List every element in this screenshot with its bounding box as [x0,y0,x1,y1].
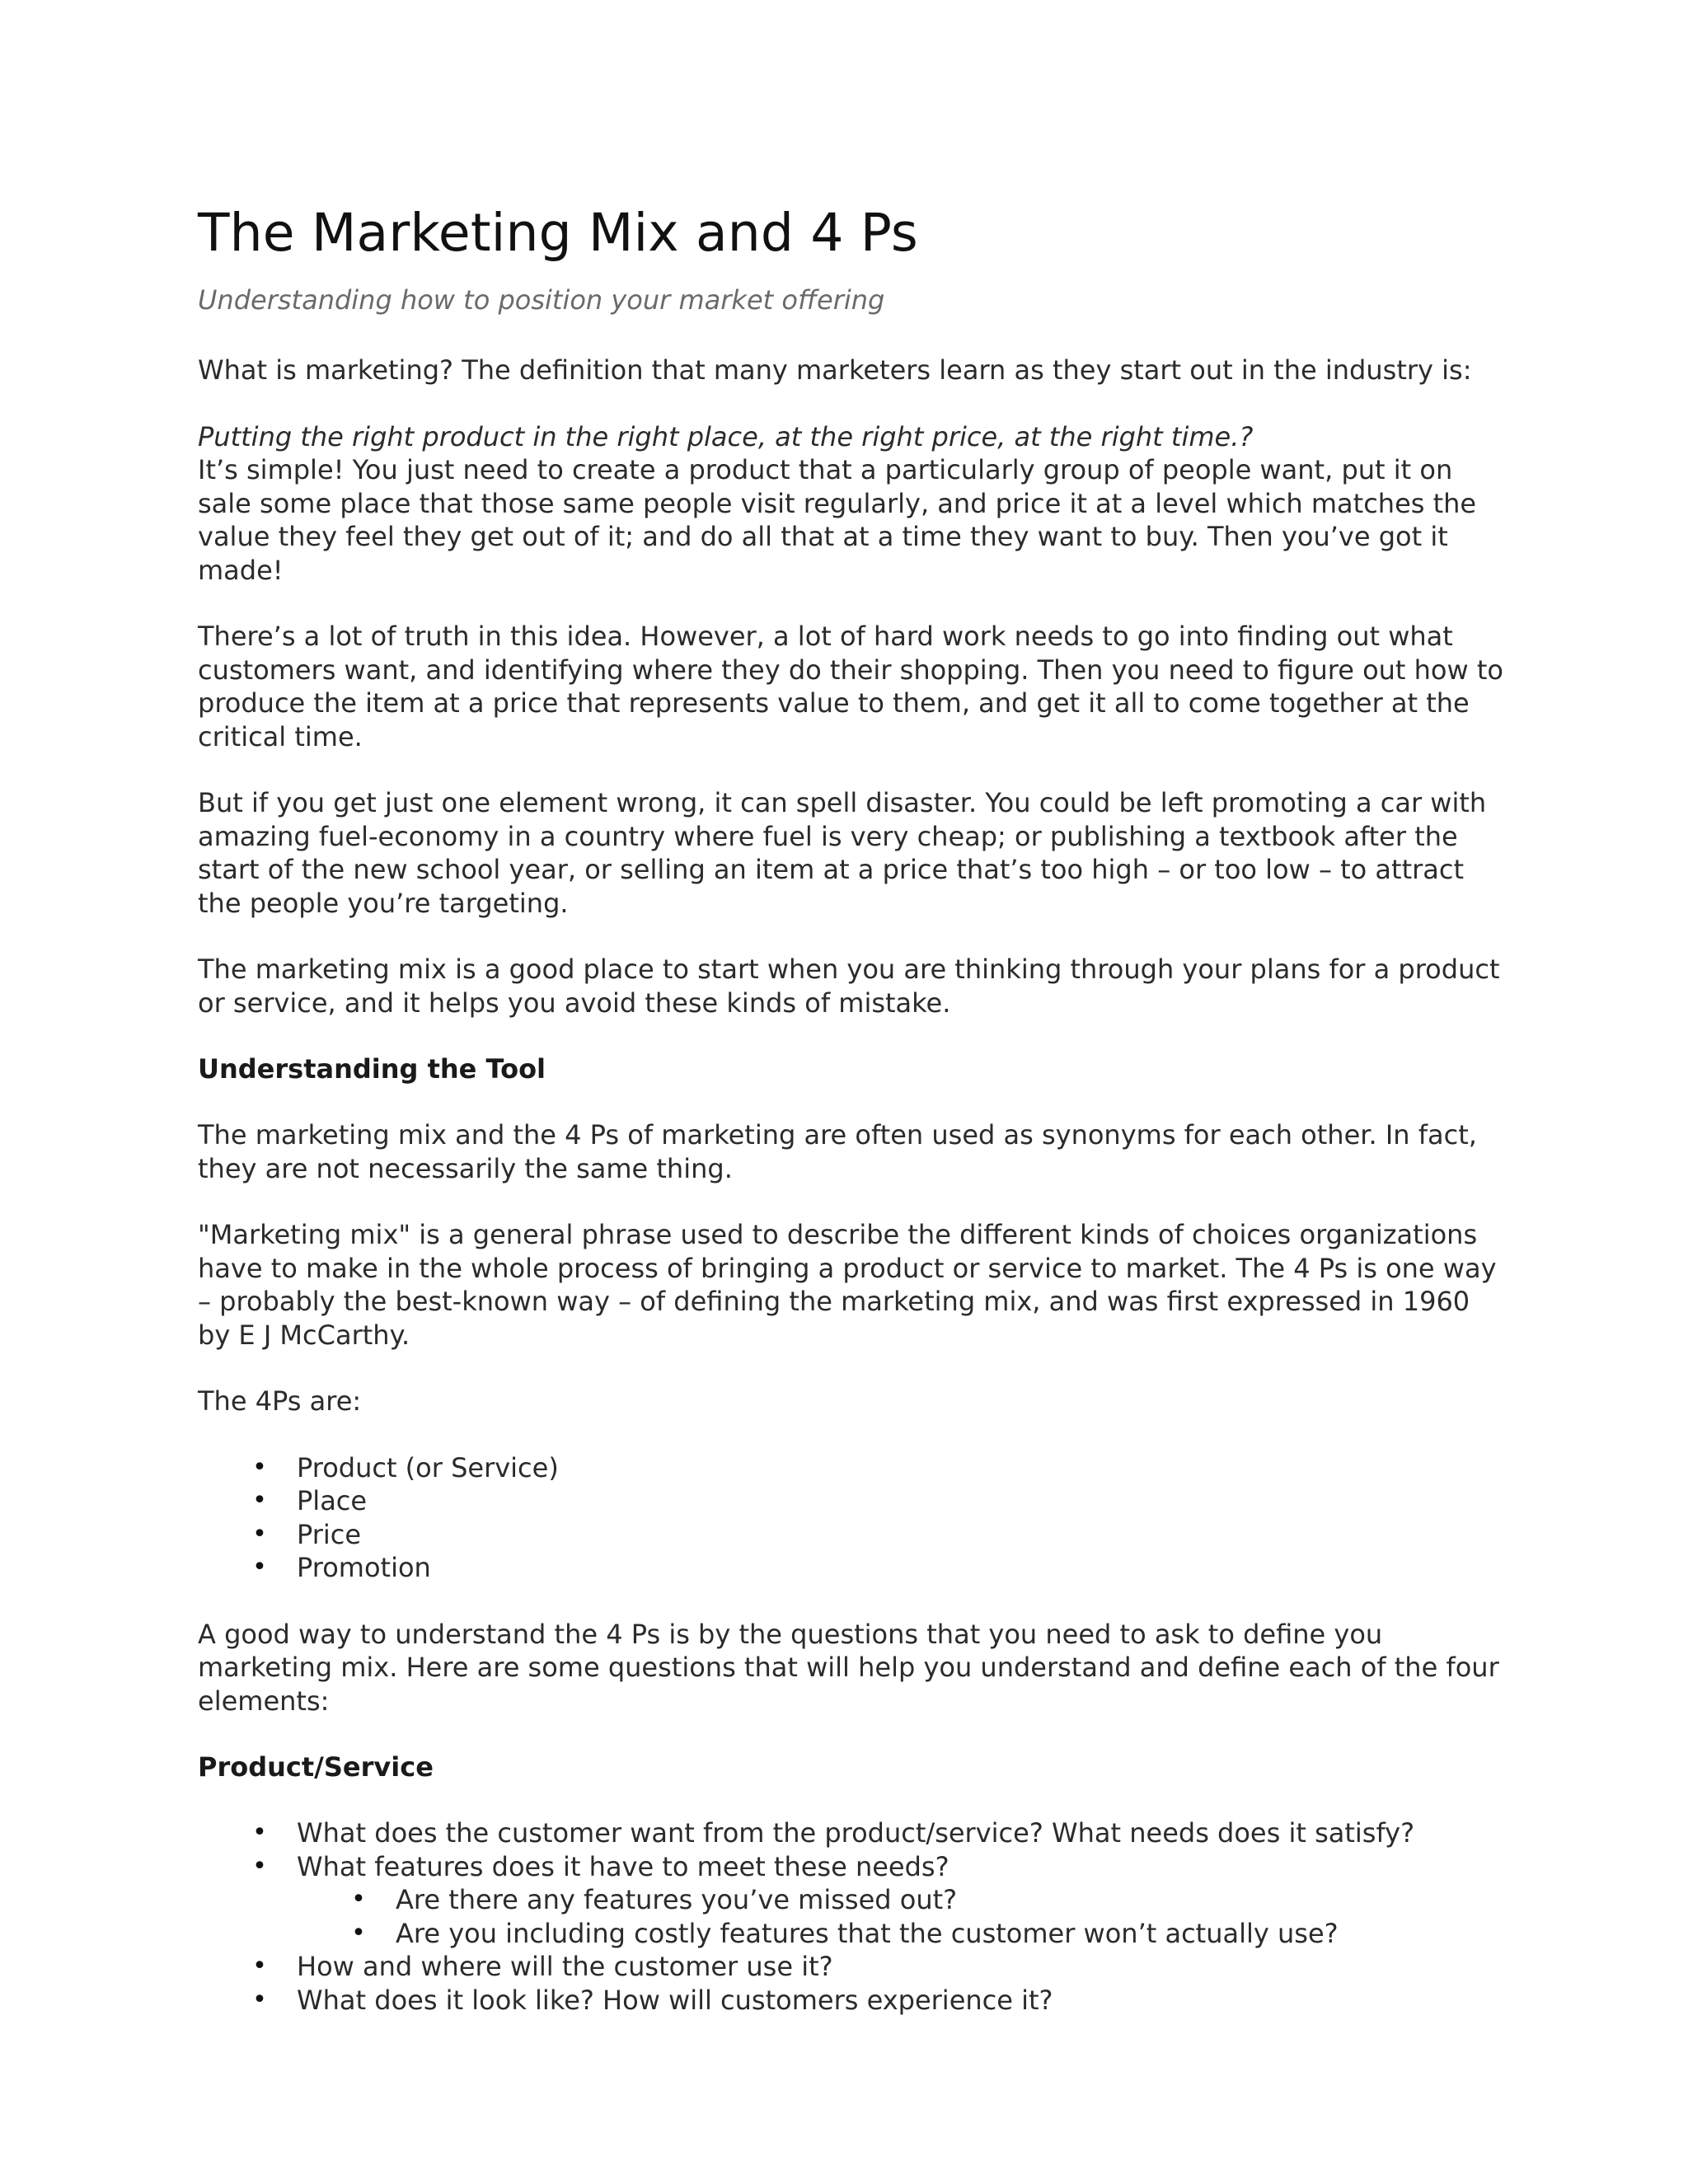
bullet-icon: • [252,1952,267,1980]
phrase-paragraph: "Marketing mix" is a general phrase used to describe the different kinds of choices organizations have to make in the whole process of bringing a product or service to market. The 4 Ps is one way – probably the best-known way – of defining the marketing mix, and was first expressed in 1960 by E J McCarthy. [198,1219,1497,1351]
synonyms-paragraph: The marketing mix and the 4 Ps of marketing are often used as synonyms for each other. In fact, they are not necessarily the same thing. [198,1119,1477,1184]
list-item [198,1816,1508,1850]
product-questions-list [198,1816,1508,1883]
list-item [198,1883,1508,1917]
list-item-label: Price [297,1518,362,1550]
questions-paragraph: A good way to understand the 4 Ps is by the questions that you need to ask to define you marketing mix. Here are some questions that will help you understand and define each of the four elements: [198,1618,1499,1717]
bullet-icon: • [252,1851,267,1881]
list-item [198,1950,1508,1984]
list-item [198,1917,1508,1951]
list-item-label: Are there any features you’ve missed out? [396,1884,958,1915]
bullet-icon: • [252,1818,267,1847]
truth-paragraph: There’s a lot of truth in this idea. However, a lot of hard work needs to go into finding out what customers want, and identifying where they do their shopping. Then you need to figure out how to produce the item at a price that represents value to them, and get it all to come together at the critical time. [198,621,1503,752]
product-sub-questions-list [198,1883,1508,1950]
marketing-mix-paragraph: The marketing mix is a good place to start when you are thinking through your plans for a product or service, and it helps you avoid these kinds of mistake. [198,954,1500,1019]
definition-quote: Putting the right product in the right place, at the right price, at the right time.? [198,420,1254,452]
bullet-icon: • [252,1985,267,2014]
document-page [198,196,1508,2017]
bullet-icon: • [252,1452,267,1482]
bullet-icon: • [351,1918,366,1947]
list-item-label: What does it look like? How will customers experience it? [297,1984,1053,2016]
bullet-icon: • [252,1553,267,1582]
fourps-intro: The 4Ps are: [198,1385,362,1417]
section-heading-tool: Understanding the Tool [198,1053,546,1085]
list-item [198,1551,1508,1585]
list-item [198,1451,1508,1485]
bullet-icon: • [351,1885,366,1914]
list-item [198,1850,1508,1884]
product-questions-list-continued [198,1950,1508,2017]
list-item-label: What does the customer want from the product/service? What needs does it satisfy? [297,1817,1415,1849]
section-heading-product: Product/Service [198,1751,434,1783]
intro-paragraph: What is marketing? The definition that many marketers learn as they start out in the industry is: [198,354,1472,386]
simple-paragraph: It’s simple! You just need to create a product that a particularly group of people want, put it on sale some place that those same people visit regularly, and price it at a level which matches the value they feel they get out of it; and do all that at a time they want to buy. Then you’ve got it made! [198,454,1477,586]
list-item [198,1984,1508,2018]
list-item-label: How and where will the customer use it? [297,1951,833,1982]
disaster-paragraph: But if you get just one element wrong, it can spell disaster. You could be left promoting a car with amazing fuel-economy in a country where fuel is very cheap; or publishing a textbook after the start of the new school year, or selling an item at a price that’s too high – or too low – to attract the people you’re targeting. [198,787,1487,919]
document-subtitle: Understanding how to position your market offering [198,284,885,316]
list-item-label: Are you including costly features that the customer won’t actually use? [396,1917,1339,1949]
document-title: The Marketing Mix and 4 Ps [198,203,918,263]
bullet-icon: • [252,1486,267,1515]
list-item-label: Place [297,1485,368,1516]
list-item-label: Promotion [297,1552,431,1583]
list-item-label: What features does it have to meet these needs? [297,1850,950,1882]
list-item-label: Product (or Service) [297,1451,559,1483]
fourps-list [198,1451,1508,1585]
list-item [198,1484,1508,1518]
bullet-icon: • [252,1519,267,1549]
list-item [198,1518,1508,1552]
